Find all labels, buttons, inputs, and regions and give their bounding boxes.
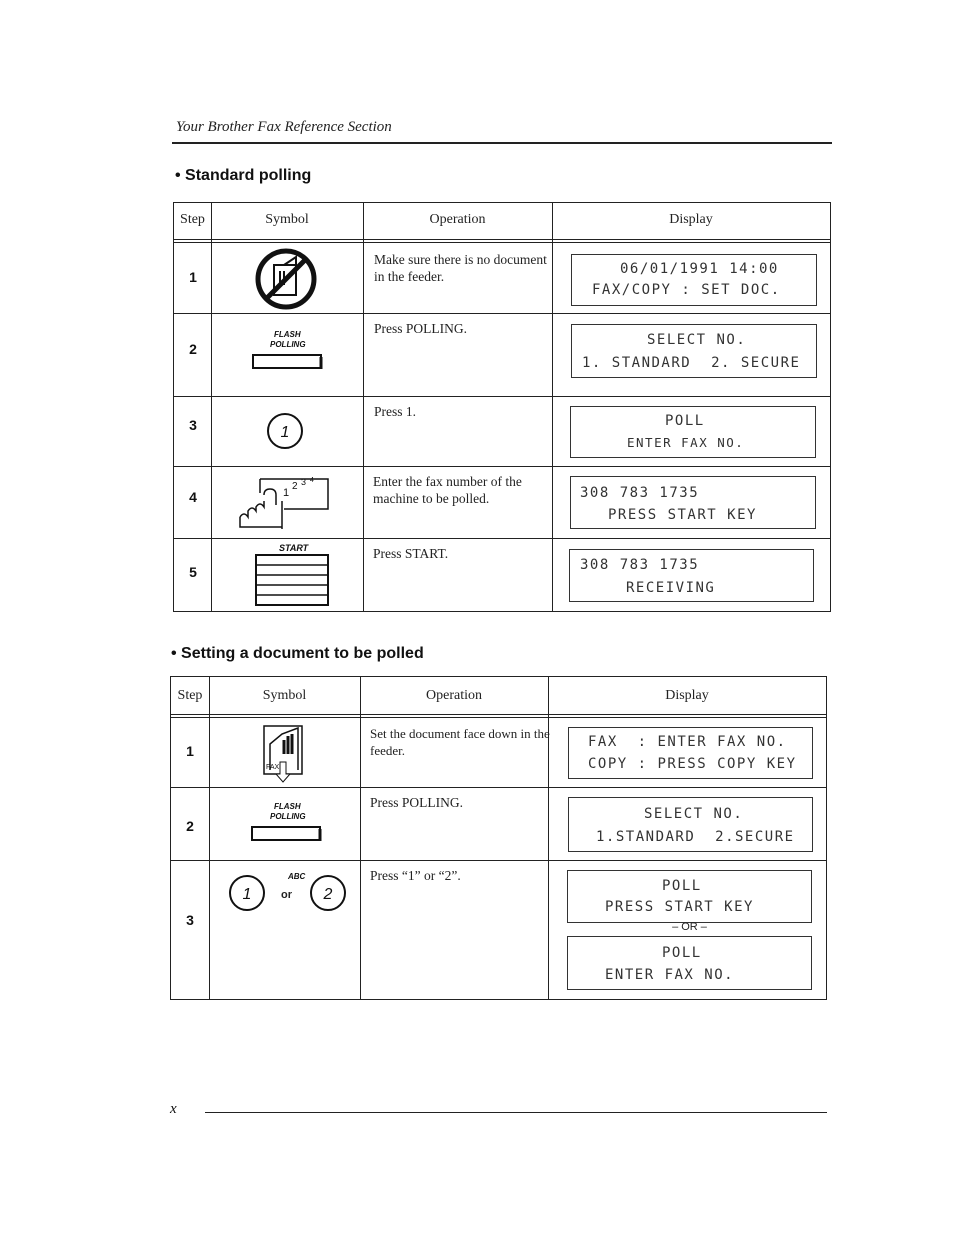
footer-rule <box>205 1112 827 1113</box>
svg-text:1: 1 <box>280 424 290 441</box>
lcd-display: POLL ENTER FAX NO. <box>570 406 816 458</box>
dial-keypad-icon <box>238 471 334 533</box>
step-number: 3 <box>186 912 194 928</box>
key-1-icon <box>227 873 267 913</box>
svg-text:1: 1 <box>242 886 252 903</box>
col-header-step: Step <box>177 688 203 703</box>
document-in-feeder-icon <box>262 722 306 784</box>
col-header-symbol: Symbol <box>265 212 309 227</box>
standard-polling-table <box>173 202 831 612</box>
lcd-display-alt: POLL ENTER FAX NO. <box>567 936 812 990</box>
flash-label: FLASH <box>274 802 301 811</box>
lcd-display: POLL PRESS START KEY <box>567 870 812 923</box>
page-number: x <box>170 1101 177 1117</box>
or-label: or <box>281 889 292 901</box>
operation-text: Press “1” or “2”. <box>370 868 461 883</box>
or-separator: – OR – <box>672 921 707 933</box>
document-polled-table <box>170 676 827 1000</box>
start-label: START <box>279 543 309 553</box>
col-header-operation: Operation <box>426 688 482 703</box>
svg-text:4: 4 <box>310 477 314 484</box>
svg-text:2: 2 <box>323 886 333 903</box>
polling-label: POLLING <box>270 812 306 821</box>
step-number: 1 <box>186 743 194 759</box>
lcd-display: SELECT NO. 1.STANDARD 2.SECURE <box>568 797 813 852</box>
step-number: 4 <box>189 489 197 505</box>
step-number: 2 <box>186 818 194 834</box>
lcd-display: 06/01/1991 14:00 FAX/COPY : SET DOC. <box>571 254 817 306</box>
operation-text: Make sure there is no document in the feeder. <box>374 252 547 284</box>
flash-label: FLASH <box>274 330 301 339</box>
operation-text: Press POLLING. <box>370 795 463 810</box>
polling-key-icon <box>251 825 323 843</box>
lcd-display: SELECT NO. 1. STANDARD 2. SECURE <box>571 324 817 378</box>
section-title-setting-document: • Setting a document to be polled <box>171 645 424 662</box>
col-header-symbol: Symbol <box>262 688 307 703</box>
key-2-icon <box>308 873 348 913</box>
operation-text: Enter the fax number of the machine to be polled. <box>373 474 522 506</box>
step-number: 3 <box>189 417 197 433</box>
no-document-icon <box>254 247 318 311</box>
step-number: 5 <box>189 564 197 580</box>
lcd-display: FAX : ENTER FAX NO. COPY : PRESS COPY KEY <box>568 727 813 779</box>
operation-text: Press START. <box>373 546 449 561</box>
svg-text:FAX: FAX <box>266 764 280 771</box>
svg-text:1: 1 <box>283 487 290 499</box>
polling-key-icon <box>252 353 324 371</box>
col-header-display: Display <box>669 212 713 227</box>
operation-text: Press POLLING. <box>374 321 467 336</box>
col-header-display: Display <box>665 688 709 703</box>
start-key-icon <box>255 554 331 608</box>
operation-text: Set the document face down in the feeder. <box>370 726 550 758</box>
running-header: Your Brother Fax Reference Section <box>176 119 392 135</box>
col-header-step: Step <box>180 212 205 227</box>
header-rule <box>172 142 832 144</box>
lcd-display: 308 783 1735 RECEIVING <box>569 549 814 602</box>
key-1-icon <box>266 412 304 450</box>
abc-label: ABC <box>288 872 306 881</box>
lcd-display: 308 783 1735 PRESS START KEY <box>570 476 816 529</box>
operation-text: Press 1. <box>374 404 417 419</box>
polling-label: POLLING <box>270 340 306 349</box>
svg-text:3: 3 <box>301 477 307 487</box>
section-title-standard-polling: • Standard polling <box>175 167 312 184</box>
col-header-operation: Operation <box>429 212 486 227</box>
step-number: 1 <box>189 269 197 285</box>
svg-text:2: 2 <box>292 481 298 492</box>
step-number: 2 <box>189 341 197 357</box>
